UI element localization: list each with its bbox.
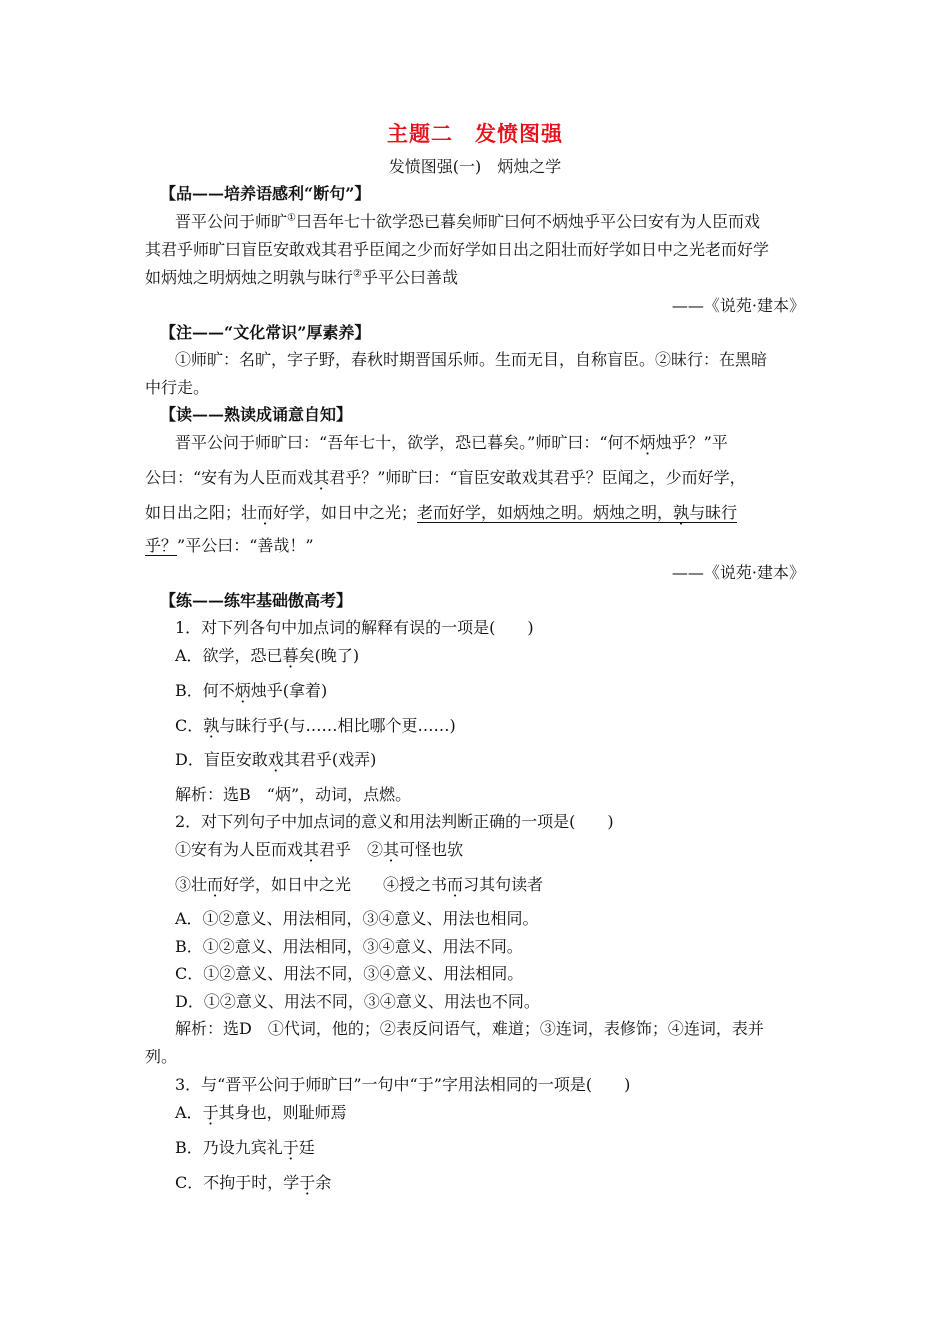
underlined-text: 老而好学，如炳烛之明。炳烛之明，孰与昧行 bbox=[417, 503, 738, 522]
dotted-word: 炳 bbox=[234, 681, 251, 700]
dotted-word: 炳 bbox=[639, 433, 656, 452]
source-citation: ——《说苑·建本》 bbox=[671, 296, 805, 315]
question-1-option-b: B．何不炳烛乎(拿着) bbox=[175, 681, 328, 700]
dotted-word: 戏 bbox=[267, 750, 284, 769]
question-2-sentences-1: ①安有为人臣而戏其君乎 ②其可怪也欤 bbox=[175, 840, 464, 859]
dotted-word: 而 bbox=[207, 875, 224, 894]
reading-line-4: 乎？”平公曰：“善哉！” bbox=[145, 536, 314, 555]
dotted-word: 而 bbox=[447, 875, 464, 894]
dotted-word: 于 bbox=[282, 1138, 299, 1157]
reading-line-1: 晋平公问于师旷曰：“吾年七十，欲学，恐已暮矣。”师旷曰：“何不炳烛乎？”平 bbox=[175, 433, 728, 452]
reading-line-3: 如日出之阳；壮而好学，如日中之光；老而好学，如炳烛之明。炳烛之明，孰与昧行 bbox=[145, 503, 738, 522]
reading-line-2: 公曰：“安有为人臣而戏其君乎？”师旷曰：“盲臣安敢戏其君乎？臣闻之，少而好学， bbox=[145, 468, 746, 487]
section-heading-pin: 【品——培养语感利“断句”】 bbox=[160, 184, 371, 203]
underlined-text: 乎？ bbox=[145, 536, 178, 555]
footnote-marker-1: ① bbox=[287, 212, 296, 224]
dotted-word: 其 bbox=[313, 468, 330, 487]
question-2-answer-line-1: 解析：选D ①代词，他的；②表反问语气，难道；③连词，表修饰；④连词，表并 bbox=[175, 1019, 764, 1038]
dotted-word: 孰 bbox=[673, 503, 690, 522]
question-3-stem: 3．与“晋平公问于师旷曰”一句中“于”字用法相同的一项是( ) bbox=[175, 1075, 631, 1094]
dotted-word: 其 bbox=[383, 840, 400, 859]
question-1-stem: 1．对下列各句中加点词的解释有误的一项是( ) bbox=[175, 618, 534, 637]
unpunctuated-text-line-3: 如炳烛之明炳烛之明孰与昧行②乎平公曰善哉 bbox=[145, 268, 458, 287]
question-1-answer: 解析：选B “炳”，动词，点燃。 bbox=[175, 785, 412, 804]
question-2-option-c: C．①②意义、用法不同，③④意义、用法相同。 bbox=[175, 964, 524, 983]
dotted-word: 于 bbox=[299, 1173, 316, 1192]
dotted-word: 而 bbox=[257, 503, 274, 522]
footnote-marker-2: ② bbox=[353, 268, 362, 280]
page-subtitle: 发愤图强(一) 炳烛之学 bbox=[388, 157, 562, 176]
question-3-option-b: B．乃设九宾礼于廷 bbox=[175, 1138, 315, 1157]
note-line-2: 中行走。 bbox=[145, 378, 210, 397]
dotted-word: 暮 bbox=[282, 646, 299, 665]
unpunctuated-text-line-1: 晋平公问于师旷①曰吾年七十欲学恐已暮矣师旷曰何不炳烛乎平公曰安有为人臣而戏 bbox=[175, 212, 760, 231]
question-2-option-a: A．①②意义、用法相同，③④意义、用法也相同。 bbox=[175, 909, 539, 928]
dotted-word: 其 bbox=[303, 840, 320, 859]
question-1-option-a: A．欲学，恐已暮矣(晚了) bbox=[175, 646, 360, 665]
question-1-option-c: C．孰与昧行乎(与……相比哪个更……) bbox=[175, 716, 456, 735]
section-heading-du: 【读——熟读成诵意自知】 bbox=[160, 405, 353, 424]
dotted-word: 孰 bbox=[203, 716, 220, 735]
note-line-1: ①师旷：名旷，字子野，春秋时期晋国乐师。生而无目，自称盲臣。②昧行：在黑暗 bbox=[175, 350, 768, 369]
question-2-stem: 2．对下列句子中加点词的意义和用法判断正确的一项是( ) bbox=[175, 812, 614, 831]
question-2-option-d: D．①②意义、用法不同，③④意义、用法也不同。 bbox=[175, 992, 540, 1011]
page-title: 主题二 发愤图强 bbox=[387, 121, 563, 146]
question-2-sentences-2: ③壮而好学，如日中之光 ④授之书而习其句读者 bbox=[175, 875, 544, 894]
unpunctuated-text-line-2: 其君乎师旷曰盲臣安敢戏其君乎臣闻之少而好学如日出之阳壮而好学如日中之光老而好学 bbox=[145, 240, 770, 259]
question-3-option-c: C．不拘于时，学于余 bbox=[175, 1173, 332, 1192]
source-citation: ——《说苑·建本》 bbox=[671, 563, 805, 582]
question-3-option-a: A．于其身也，则耻师焉 bbox=[175, 1103, 347, 1122]
section-heading-lian: 【练——练牢基础傲高考】 bbox=[160, 591, 353, 610]
question-2-answer-line-2: 列。 bbox=[145, 1047, 178, 1066]
section-heading-zhu: 【注——“文化常识”厚素养】 bbox=[160, 323, 371, 342]
question-2-option-b: B．①②意义、用法相同，③④意义、用法不同。 bbox=[175, 937, 523, 956]
question-1-option-d: D．盲臣安敢戏其君乎(戏弄) bbox=[175, 750, 377, 769]
dotted-word: 于 bbox=[202, 1103, 219, 1122]
